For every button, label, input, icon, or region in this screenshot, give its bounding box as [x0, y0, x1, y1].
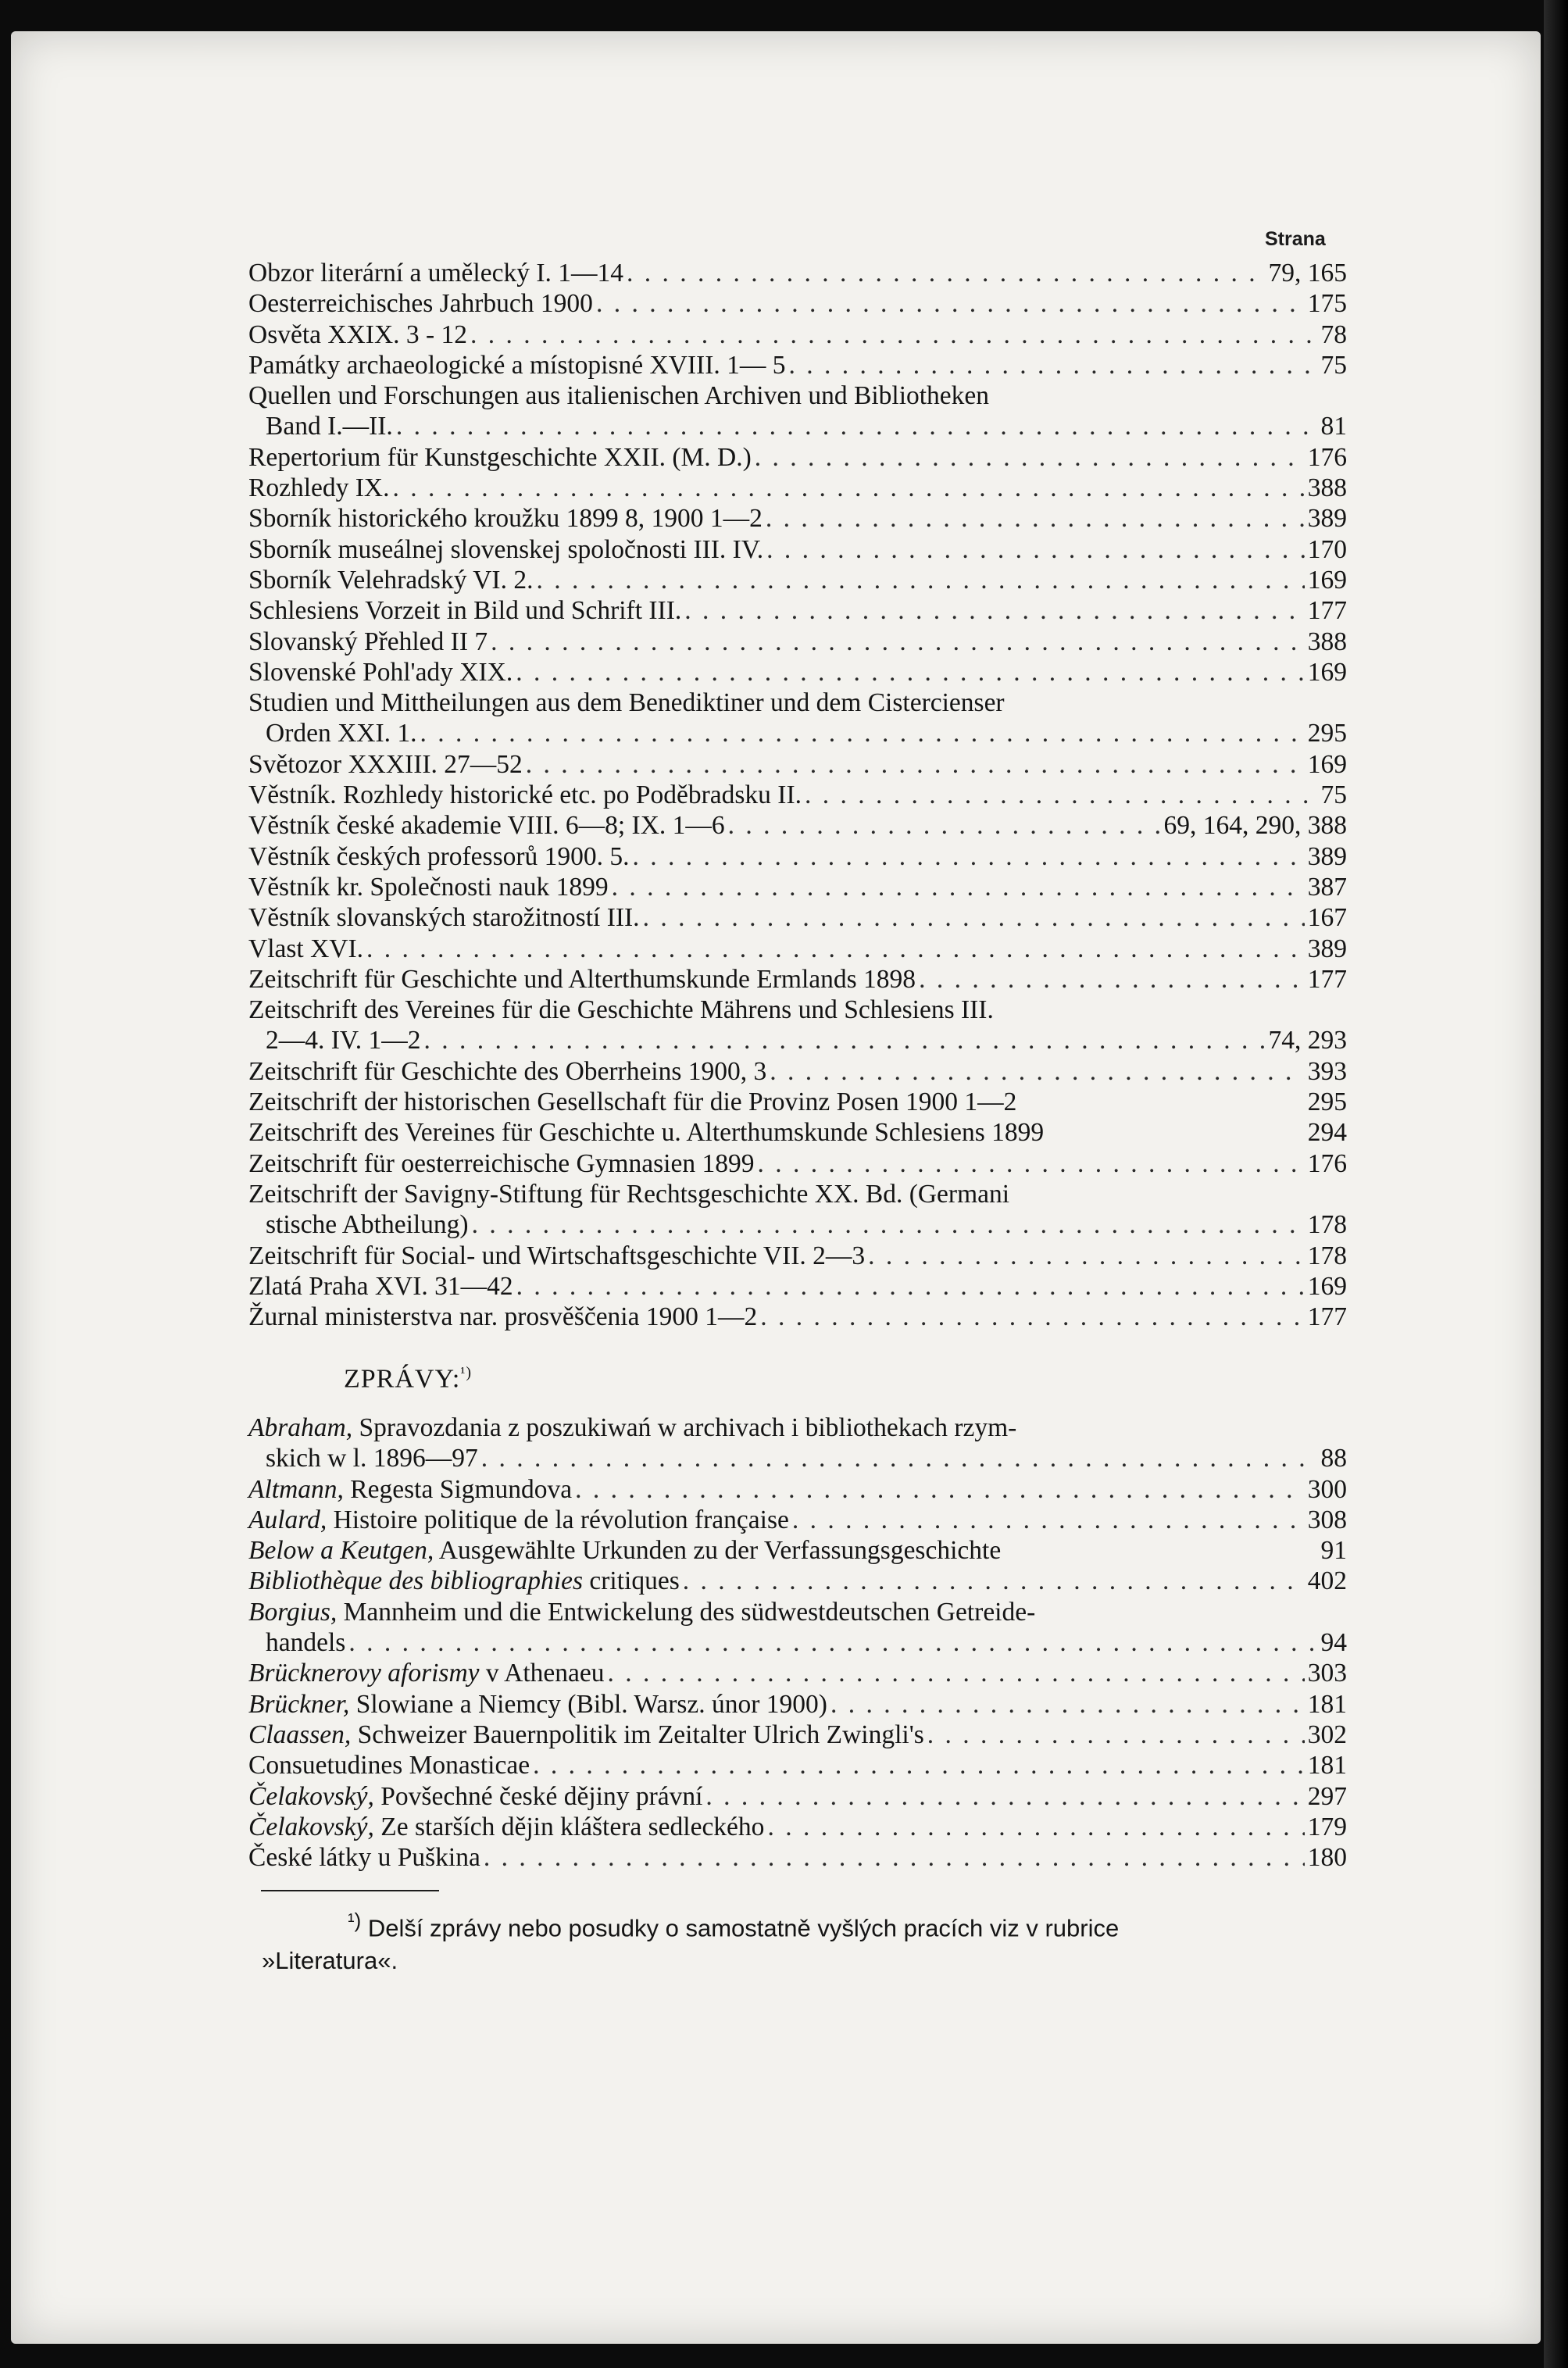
- leader-dots: [868, 1241, 1305, 1271]
- periodical-title: [248, 1271, 513, 1302]
- page-number: 297: [1307, 1781, 1347, 1811]
- leader-dots: [608, 1658, 1305, 1688]
- periodical-title-text: Zeitschrift der historischen Gesellschaft für die Provinz Posen 1900 1—2: [248, 1088, 1017, 1117]
- periodical-row: [248, 872, 1347, 902]
- page-number: 169: [1307, 1271, 1347, 1301]
- periodical-title: [248, 995, 994, 1025]
- footnote-rule: [261, 1890, 439, 1891]
- periodical-row: [248, 688, 1347, 718]
- report-author: Claassen,: [248, 1720, 352, 1749]
- periodical-row: [248, 841, 1347, 872]
- periodical-title: [248, 534, 763, 565]
- periodical-title-text: Zeitschrift für Social- und Wirtschaftsgeschichte VII. 2—3: [248, 1241, 866, 1270]
- leader-dots: [805, 780, 1318, 810]
- periodical-row: [248, 380, 1347, 411]
- page-number: 177: [1307, 964, 1347, 994]
- leader-dots: [766, 534, 1305, 565]
- page-number: 69, 164, 290, 388: [1163, 811, 1347, 841]
- periodical-title-text: Zeitschrift für Geschichte und Alterthumskunde Ermlands 1898: [248, 964, 916, 994]
- periodical-row: [248, 503, 1347, 534]
- page-number: 181: [1307, 1751, 1347, 1780]
- periodical-title-text: Studien und Mittheilungen aus dem Benediktiner und dem Cistercienser: [248, 688, 1005, 718]
- page-number: 78: [1320, 320, 1347, 349]
- report-author: Borgius,: [248, 1597, 338, 1627]
- periodical-title: [248, 902, 640, 933]
- zpravy-heading: [344, 1364, 472, 1394]
- periodical-title: [248, 320, 467, 350]
- leader-dots: [755, 442, 1305, 473]
- page-number: 81: [1320, 412, 1347, 441]
- report-entry: [248, 1597, 1035, 1627]
- report-entry: [248, 1505, 789, 1535]
- report-entry: [248, 1750, 530, 1780]
- periodical-title: [266, 1209, 469, 1240]
- report-title: Povšechné české dějiny právní: [373, 1781, 703, 1811]
- page-number: 178: [1307, 1210, 1347, 1240]
- periodical-row: [248, 1117, 1347, 1148]
- leader-dots: [516, 657, 1305, 688]
- leader-dots: [643, 902, 1305, 933]
- periodical-title: [248, 1087, 1016, 1117]
- leader-dots: [348, 1627, 1317, 1658]
- page-number: 94: [1320, 1628, 1347, 1658]
- periodical-title: [248, 442, 752, 473]
- periodical-title-text: Věstník české akademie VIII. 6—8; IX. 1—6: [248, 811, 725, 841]
- periodical-title-text: Vlast XVI.: [248, 934, 364, 963]
- periodical-title-text: Repertorium für Kunstgeschichte XXII. (M. D.): [248, 442, 752, 472]
- report-row: [248, 1720, 1347, 1750]
- page-number: 167: [1307, 903, 1347, 933]
- leader-dots: [484, 1842, 1305, 1873]
- periodical-title-text: Zeitschrift für Geschichte des Oberrheins 1900, 3: [248, 1056, 767, 1086]
- periodical-title: [248, 1302, 757, 1332]
- periodical-title-text: Památky archaeologické a místopisné XVIII. 1— 5: [248, 350, 786, 380]
- report-title: Histoire politique de la révolution française: [327, 1505, 789, 1534]
- report-author: Čelakovský,: [248, 1781, 374, 1811]
- leader-dots: [481, 1443, 1318, 1473]
- page-number: 178: [1307, 1241, 1347, 1270]
- periodical-title: [248, 810, 725, 841]
- page-number: 388: [1307, 627, 1347, 656]
- leader-dots: [526, 749, 1305, 780]
- periodical-row: [248, 1179, 1347, 1209]
- leader-dots: [757, 1148, 1304, 1179]
- periodical-title: [248, 595, 681, 626]
- periodical-title-text: Obzor literární a umělecký I. 1—14: [248, 259, 623, 288]
- periodical-title: [248, 565, 533, 595]
- periodical-title-text: stische Abtheilung): [266, 1210, 469, 1240]
- report-row: [248, 1658, 1347, 1688]
- report-entry: [266, 1443, 478, 1473]
- periodical-row: [248, 749, 1347, 780]
- page-column-header: Strana: [1265, 228, 1326, 250]
- page-number: 303: [1307, 1659, 1347, 1688]
- leader-dots: [760, 1302, 1305, 1332]
- footnote-mark: ¹): [348, 1910, 362, 1932]
- page-number: 387: [1307, 872, 1347, 902]
- page-number: 294: [1307, 1118, 1347, 1148]
- report-title: Ze starších dějin kláštera sedleckého: [373, 1812, 765, 1841]
- report-author: Aulard,: [248, 1505, 327, 1534]
- page-number: 75: [1320, 350, 1347, 380]
- periodical-title-text: Zlatá Praha XVI. 31—42: [248, 1271, 513, 1301]
- periodical-row: [248, 934, 1347, 964]
- periodical-title-text: Žurnal ministerstva nar. prosvěščenia 1900 1—2: [248, 1302, 758, 1332]
- page-number: 300: [1307, 1474, 1347, 1504]
- report-row: [248, 1505, 1347, 1535]
- zpravy-heading-text: ZPRÁVY:: [344, 1364, 461, 1394]
- page-number: 169: [1307, 749, 1347, 779]
- periodical-title: [248, 503, 763, 534]
- periodical-row: [248, 902, 1347, 933]
- leader-dots: [393, 473, 1305, 503]
- report-entry: [248, 1566, 680, 1596]
- periodical-title-text: Věstník kr. Společnosti nauk 1899: [248, 872, 609, 902]
- page-number: 88: [1320, 1444, 1347, 1473]
- periodical-title-text: Zeitschrift der Savigny-Stiftung für Rechtsgeschichte XX. Bd. (Germani: [248, 1179, 1010, 1209]
- report-title: Schweizer Bauernpolitik im Zeitalter Ulrich Zwingli's: [351, 1720, 924, 1749]
- report-entry: [248, 1720, 924, 1750]
- report-row: [248, 1627, 1347, 1658]
- periodical-row: [248, 565, 1347, 595]
- periodical-row: [248, 718, 1347, 748]
- periodical-title: [248, 627, 488, 657]
- leader-dots: [627, 258, 1266, 288]
- report-row: [248, 1689, 1347, 1720]
- report-entry: [248, 1689, 827, 1720]
- leader-dots: [533, 1750, 1305, 1780]
- report-author: Altmann,: [248, 1474, 344, 1504]
- report-row: [248, 1474, 1347, 1505]
- page-number: 79, 165: [1268, 259, 1347, 288]
- periodical-title: [248, 688, 1005, 718]
- periodical-title-text: Věstník. Rozhledy historické etc. po Poděbradsku II.: [248, 780, 802, 810]
- leader-dots: [830, 1689, 1305, 1720]
- page-number: 389: [1307, 934, 1347, 963]
- report-author: Bibliothèque des bibliographies: [248, 1566, 584, 1596]
- footnote-text: Delší zprávy nebo posudky o samostatně vyšlých pracích viz v rubrice: [361, 1914, 1120, 1942]
- leader-dots: [470, 320, 1317, 350]
- report-author: Below a Keutgen,: [248, 1536, 434, 1566]
- leader-dots: [366, 934, 1305, 964]
- periodical-row: [248, 1302, 1347, 1332]
- periodical-title-text: 2—4. IV. 1—2: [266, 1026, 421, 1055]
- periodical-title: [248, 934, 363, 964]
- page-number: 169: [1307, 565, 1347, 595]
- page-number: 389: [1307, 504, 1347, 534]
- report-title: v Athenaeu: [479, 1659, 605, 1688]
- report-title: skich w l. 1896—97: [266, 1444, 478, 1473]
- periodical-title: [248, 749, 523, 780]
- periodical-title: [248, 657, 513, 688]
- periodical-title: [248, 473, 390, 503]
- leader-dots: [919, 964, 1305, 995]
- report-row: [248, 1812, 1347, 1842]
- periodical-title: [266, 411, 393, 441]
- leader-dots: [770, 1056, 1304, 1087]
- report-row: [248, 1597, 1347, 1627]
- periodical-title-text: Zeitschrift für oesterreichische Gymnasien 1899: [248, 1148, 755, 1178]
- periodical-title-text: Quellen und Forschungen aus italienischen Archiven und Bibliotheken: [248, 381, 990, 411]
- periodical-title: [248, 1117, 1044, 1148]
- leader-dots: [575, 1474, 1305, 1505]
- report-author: Brückner,: [248, 1689, 350, 1719]
- page-number: 295: [1307, 719, 1347, 748]
- periodical-title: [248, 380, 989, 411]
- footnote: [262, 1905, 1355, 1977]
- report-row: [248, 1842, 1347, 1873]
- leader-dots: [767, 1812, 1304, 1842]
- periodical-row: [248, 780, 1347, 810]
- footnote-line-2: »Literatura«.: [262, 1947, 398, 1975]
- periodical-title-text: Oesterreichisches Jahrbuch 1900: [248, 289, 593, 319]
- leader-dots: [633, 841, 1305, 872]
- report-title: critiques: [583, 1566, 680, 1596]
- report-author: Brücknerovy aforismy: [248, 1659, 480, 1688]
- report-entry: [248, 1413, 1016, 1443]
- report-entry: [248, 1474, 572, 1505]
- leader-dots: [420, 718, 1305, 748]
- report-entry: [248, 1812, 764, 1842]
- periodical-row: [248, 288, 1347, 319]
- report-title: Slowiane a Niemcy (Bibl. Warsz. únor 1900): [349, 1689, 827, 1719]
- periodical-title: [266, 718, 417, 748]
- page-number: 176: [1307, 442, 1347, 472]
- page-number: 75: [1320, 780, 1347, 810]
- footnote-line-1: [262, 1905, 1355, 1945]
- leader-dots: [536, 565, 1304, 595]
- periodical-title: [248, 780, 802, 810]
- report-title: Regesta Sigmundova: [343, 1474, 573, 1504]
- leader-dots: [927, 1720, 1305, 1750]
- scan-edge: [1544, 0, 1568, 2368]
- periodical-title-text: Sborník Velehradský VI. 2.: [248, 565, 534, 595]
- page-number: 74, 293: [1268, 1026, 1347, 1055]
- leader-dots: [705, 1781, 1304, 1812]
- periodical-title-text: Band I.—II.: [266, 412, 393, 441]
- leader-dots: [612, 872, 1305, 902]
- periodical-title: [248, 1179, 1009, 1209]
- page-number: 170: [1307, 534, 1347, 564]
- periodical-row: [248, 1271, 1347, 1302]
- report-title: handels: [266, 1628, 346, 1658]
- page-number: 393: [1307, 1056, 1347, 1086]
- periodical-row: [248, 995, 1347, 1025]
- page-number: 308: [1307, 1505, 1347, 1534]
- leader-dots: [683, 1566, 1305, 1596]
- periodical-row: [248, 411, 1347, 441]
- page-number: 402: [1307, 1566, 1347, 1596]
- report-row: [248, 1750, 1347, 1780]
- periodical-row: [248, 1241, 1347, 1271]
- leader-dots: [424, 1025, 1266, 1055]
- page-number: 180: [1307, 1843, 1347, 1873]
- periodical-title: [248, 841, 630, 872]
- periodical-title-text: Orden XXI. 1.: [266, 719, 417, 748]
- periodical-title-text: Světozor XXXIII. 27—52: [248, 749, 523, 779]
- periodical-row: [248, 595, 1347, 626]
- periodical-title-text: Věstník slovanských starožitností III.: [248, 903, 640, 933]
- report-row: [248, 1413, 1347, 1443]
- periodical-title: [248, 288, 593, 319]
- periodical-row: [248, 258, 1347, 288]
- periodical-title-text: Zeitschrift des Vereines für Geschichte u. Alterthumskunde Schlesiens 1899: [248, 1118, 1045, 1148]
- report-title: Mannheim und die Entwickelung des südwestdeutschen Getreide-: [337, 1597, 1036, 1627]
- page-number: 169: [1307, 657, 1347, 687]
- report-author: Abraham,: [248, 1413, 353, 1442]
- page-number: 175: [1307, 289, 1347, 319]
- leader-dots: [728, 810, 1161, 841]
- report-row: [248, 1781, 1347, 1812]
- leader-dots: [684, 595, 1305, 626]
- periodical-title: [248, 964, 916, 995]
- page-number: 177: [1307, 596, 1347, 626]
- leader-dots: [792, 1505, 1305, 1535]
- periodical-title-text: Schlesiens Vorzeit in Bild und Schrift III.: [248, 596, 682, 626]
- periodical-title-text: Slovanský Přehled II 7: [248, 627, 488, 656]
- report-entry: [248, 1535, 1001, 1566]
- page-number: 181: [1307, 1689, 1347, 1719]
- periodical-title-text: Zeitschrift des Vereines für die Geschichte Mährens und Schlesiens III.: [248, 995, 994, 1025]
- report-entry: [248, 1781, 702, 1812]
- report-entry: [248, 1658, 605, 1688]
- page-number: 176: [1307, 1148, 1347, 1178]
- periodical-row: [248, 627, 1347, 657]
- leader-dots: [766, 503, 1305, 534]
- page-number: 91: [1320, 1536, 1347, 1566]
- report-title: Ausgewählte Urkunden zu der Verfassungsgeschichte: [434, 1536, 1002, 1566]
- leader-dots: [789, 350, 1318, 380]
- report-title: Spravozdania z poszukiwań w archivach i bibliothekach rzym-: [352, 1413, 1017, 1442]
- reports-list: [248, 1413, 1347, 1873]
- periodical-title-text: Sborník historického kroužku 1899 8, 1900 1—2: [248, 504, 763, 534]
- report-title: České látky u Puškina: [248, 1843, 480, 1873]
- report-row: [248, 1535, 1347, 1566]
- periodical-row: [248, 810, 1347, 841]
- page-number: 388: [1307, 473, 1347, 503]
- periodical-title-text: Slovenské Pohl'ady XIX.: [248, 657, 513, 687]
- periodical-title: [248, 1056, 766, 1087]
- periodical-title: [248, 1241, 865, 1271]
- page-number: 389: [1307, 841, 1347, 871]
- periodical-row: [248, 320, 1347, 350]
- periodical-title-text: Osvěta XXIX. 3 - 12: [248, 320, 468, 349]
- periodical-title: [248, 1148, 754, 1179]
- periodical-row: [248, 1087, 1347, 1117]
- periodical-title: [248, 350, 786, 380]
- periodical-title-text: Věstník českých professorů 1900. 5.: [248, 841, 630, 871]
- periodical-title-text: Rozhledy IX.: [248, 473, 390, 503]
- report-row: [248, 1566, 1347, 1596]
- page-number: 179: [1307, 1812, 1347, 1841]
- periodical-title: [266, 1025, 421, 1055]
- periodical-row: [248, 1148, 1347, 1179]
- leader-dots: [396, 411, 1318, 441]
- leader-dots: [472, 1209, 1305, 1240]
- periodical-row: [248, 964, 1347, 995]
- periodicals-list: [248, 258, 1347, 1332]
- periodical-row: [248, 1209, 1347, 1240]
- leader-dots: [596, 288, 1305, 319]
- report-entry: [266, 1627, 345, 1658]
- periodical-row: [248, 1056, 1347, 1087]
- periodical-row: [248, 442, 1347, 473]
- periodical-title: [248, 258, 623, 288]
- periodical-title-text: Sborník museálnej slovenskej spoločnosti III. IV.: [248, 534, 764, 564]
- periodical-title: [248, 872, 609, 902]
- report-entry: [248, 1842, 480, 1873]
- periodical-row: [248, 350, 1347, 380]
- periodical-row: [248, 534, 1347, 565]
- periodical-row: [248, 473, 1347, 503]
- page-number: 295: [1307, 1088, 1347, 1117]
- periodical-row: [248, 1025, 1347, 1055]
- report-title: Consuetudines Monasticae: [248, 1751, 530, 1780]
- leader-dots: [491, 627, 1305, 657]
- report-row: [248, 1443, 1347, 1473]
- periodical-row: [248, 657, 1347, 688]
- zpravy-note-mark: ¹): [460, 1364, 472, 1381]
- page-number: 177: [1307, 1302, 1347, 1332]
- page-number: 302: [1307, 1720, 1347, 1749]
- leader-dots: [516, 1271, 1305, 1302]
- report-author: Čelakovský,: [248, 1812, 374, 1841]
